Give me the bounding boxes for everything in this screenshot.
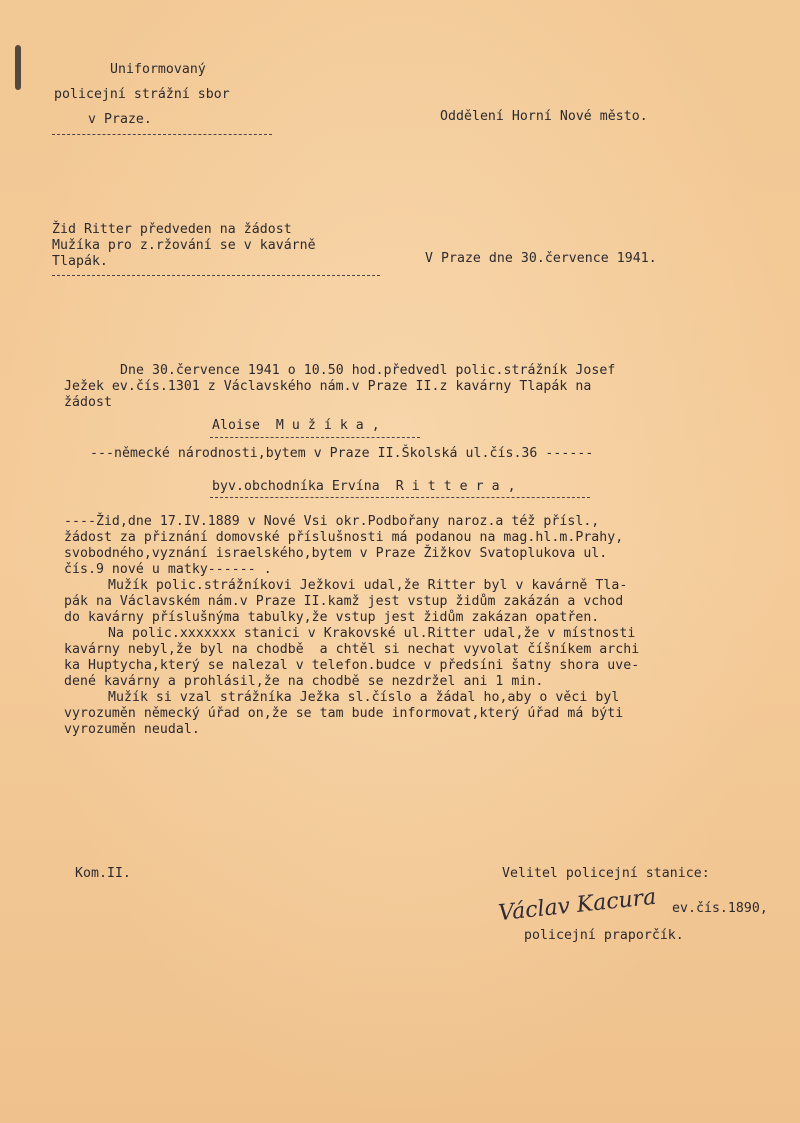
subject-line2: Mužíka pro z.ržování se v kavárně bbox=[52, 238, 316, 253]
subject-line3: Tlapák. bbox=[52, 254, 108, 269]
header-underline bbox=[52, 134, 272, 135]
org-name-line3: v Praze. bbox=[88, 112, 152, 127]
complainant-name: Aloise M u ž í k a , bbox=[212, 418, 380, 433]
date-place: V Praze dne 30.července 1941. bbox=[425, 251, 657, 266]
body-line: Na polic.xxxxxxx stanici v Krakovské ul.Ritter udal,že v místnosti bbox=[108, 626, 636, 641]
accused-name: byv.obchodníka Ervína R i t t e r a , bbox=[212, 479, 516, 494]
body-line: pák na Václavském nám.v Praze II.kamž jest vstup židům zakázán a vchod bbox=[64, 594, 624, 609]
body-line: kavárny nebyl,že byl na chodbě a chtěl si nechat vyvolat číšníkem archi bbox=[64, 642, 640, 657]
complainant-details: ---německé národnosti,bytem v Praze II.Školská ul.čís.36 ------ bbox=[90, 446, 594, 461]
complainant-underline bbox=[210, 437, 420, 438]
kom-reference: Kom.II. bbox=[75, 866, 131, 881]
body-line: Ježek ev.čís.1301 z Václavského nám.v Praze II.z kavárny Tlapák na bbox=[64, 379, 592, 394]
body-line: žádost za přiznání domovské příslušnosti má podanou na mag.hl.m.Prahy, bbox=[64, 530, 624, 545]
punch-hole-mark bbox=[15, 45, 21, 90]
body-line: do kavárny příslušnýma tabulky,že vstup jest židům zakázan opatřen. bbox=[64, 610, 600, 625]
body-line: vyrozuměn neudal. bbox=[64, 722, 200, 737]
org-name-line1: Uniformovaný bbox=[110, 62, 206, 77]
body-line: Mužík polic.strážníkovi Ježkovi udal,že Ritter byl v kavárně Tla- bbox=[108, 578, 628, 593]
org-name-line2: policejní strážní sbor bbox=[54, 87, 230, 102]
signature: Václav Kacura bbox=[497, 884, 658, 927]
body-line: svobodného,vyznání israelského,bytem v Praze Žižkov Svatoplukova ul. bbox=[64, 546, 608, 561]
accused-underline bbox=[210, 497, 590, 498]
ev-number: ev.čís.1890, bbox=[672, 901, 768, 916]
station-head-title: Velitel policejní stanice: bbox=[502, 866, 710, 881]
subject-underline bbox=[52, 275, 380, 276]
body-line: žádost bbox=[64, 395, 112, 410]
subject-line1: Žid Ritter předveden na žádost bbox=[52, 222, 292, 237]
body-line: Mužík si vzal strážníka Ježka sl.číslo a žádal ho,aby o věci byl bbox=[108, 690, 620, 705]
body-line: ----Žid,dne 17.IV.1889 v Nové Vsi okr.Podbořany naroz.a též přísl., bbox=[64, 514, 600, 529]
body-line: vyrozuměn německý úřad on,že se tam bude informovat,který úřad má býti bbox=[64, 706, 624, 721]
body-line: ka Huptycha,který se nalezal v telefon.budce v předsíni šatny shora uve- bbox=[64, 658, 640, 673]
body-line: Dne 30.července 1941 o 10.50 hod.předvedl polic.strážník Josef bbox=[120, 363, 616, 378]
body-line: dené kavárny a prohlásil,že na chodbě se nezdržel ani 1 min. bbox=[64, 674, 544, 689]
officer-rank: policejní praporčík. bbox=[524, 928, 684, 943]
department-name: Oddělení Horní Nové město. bbox=[440, 109, 648, 124]
body-line: čís.9 nové u matky------ . bbox=[64, 562, 272, 577]
